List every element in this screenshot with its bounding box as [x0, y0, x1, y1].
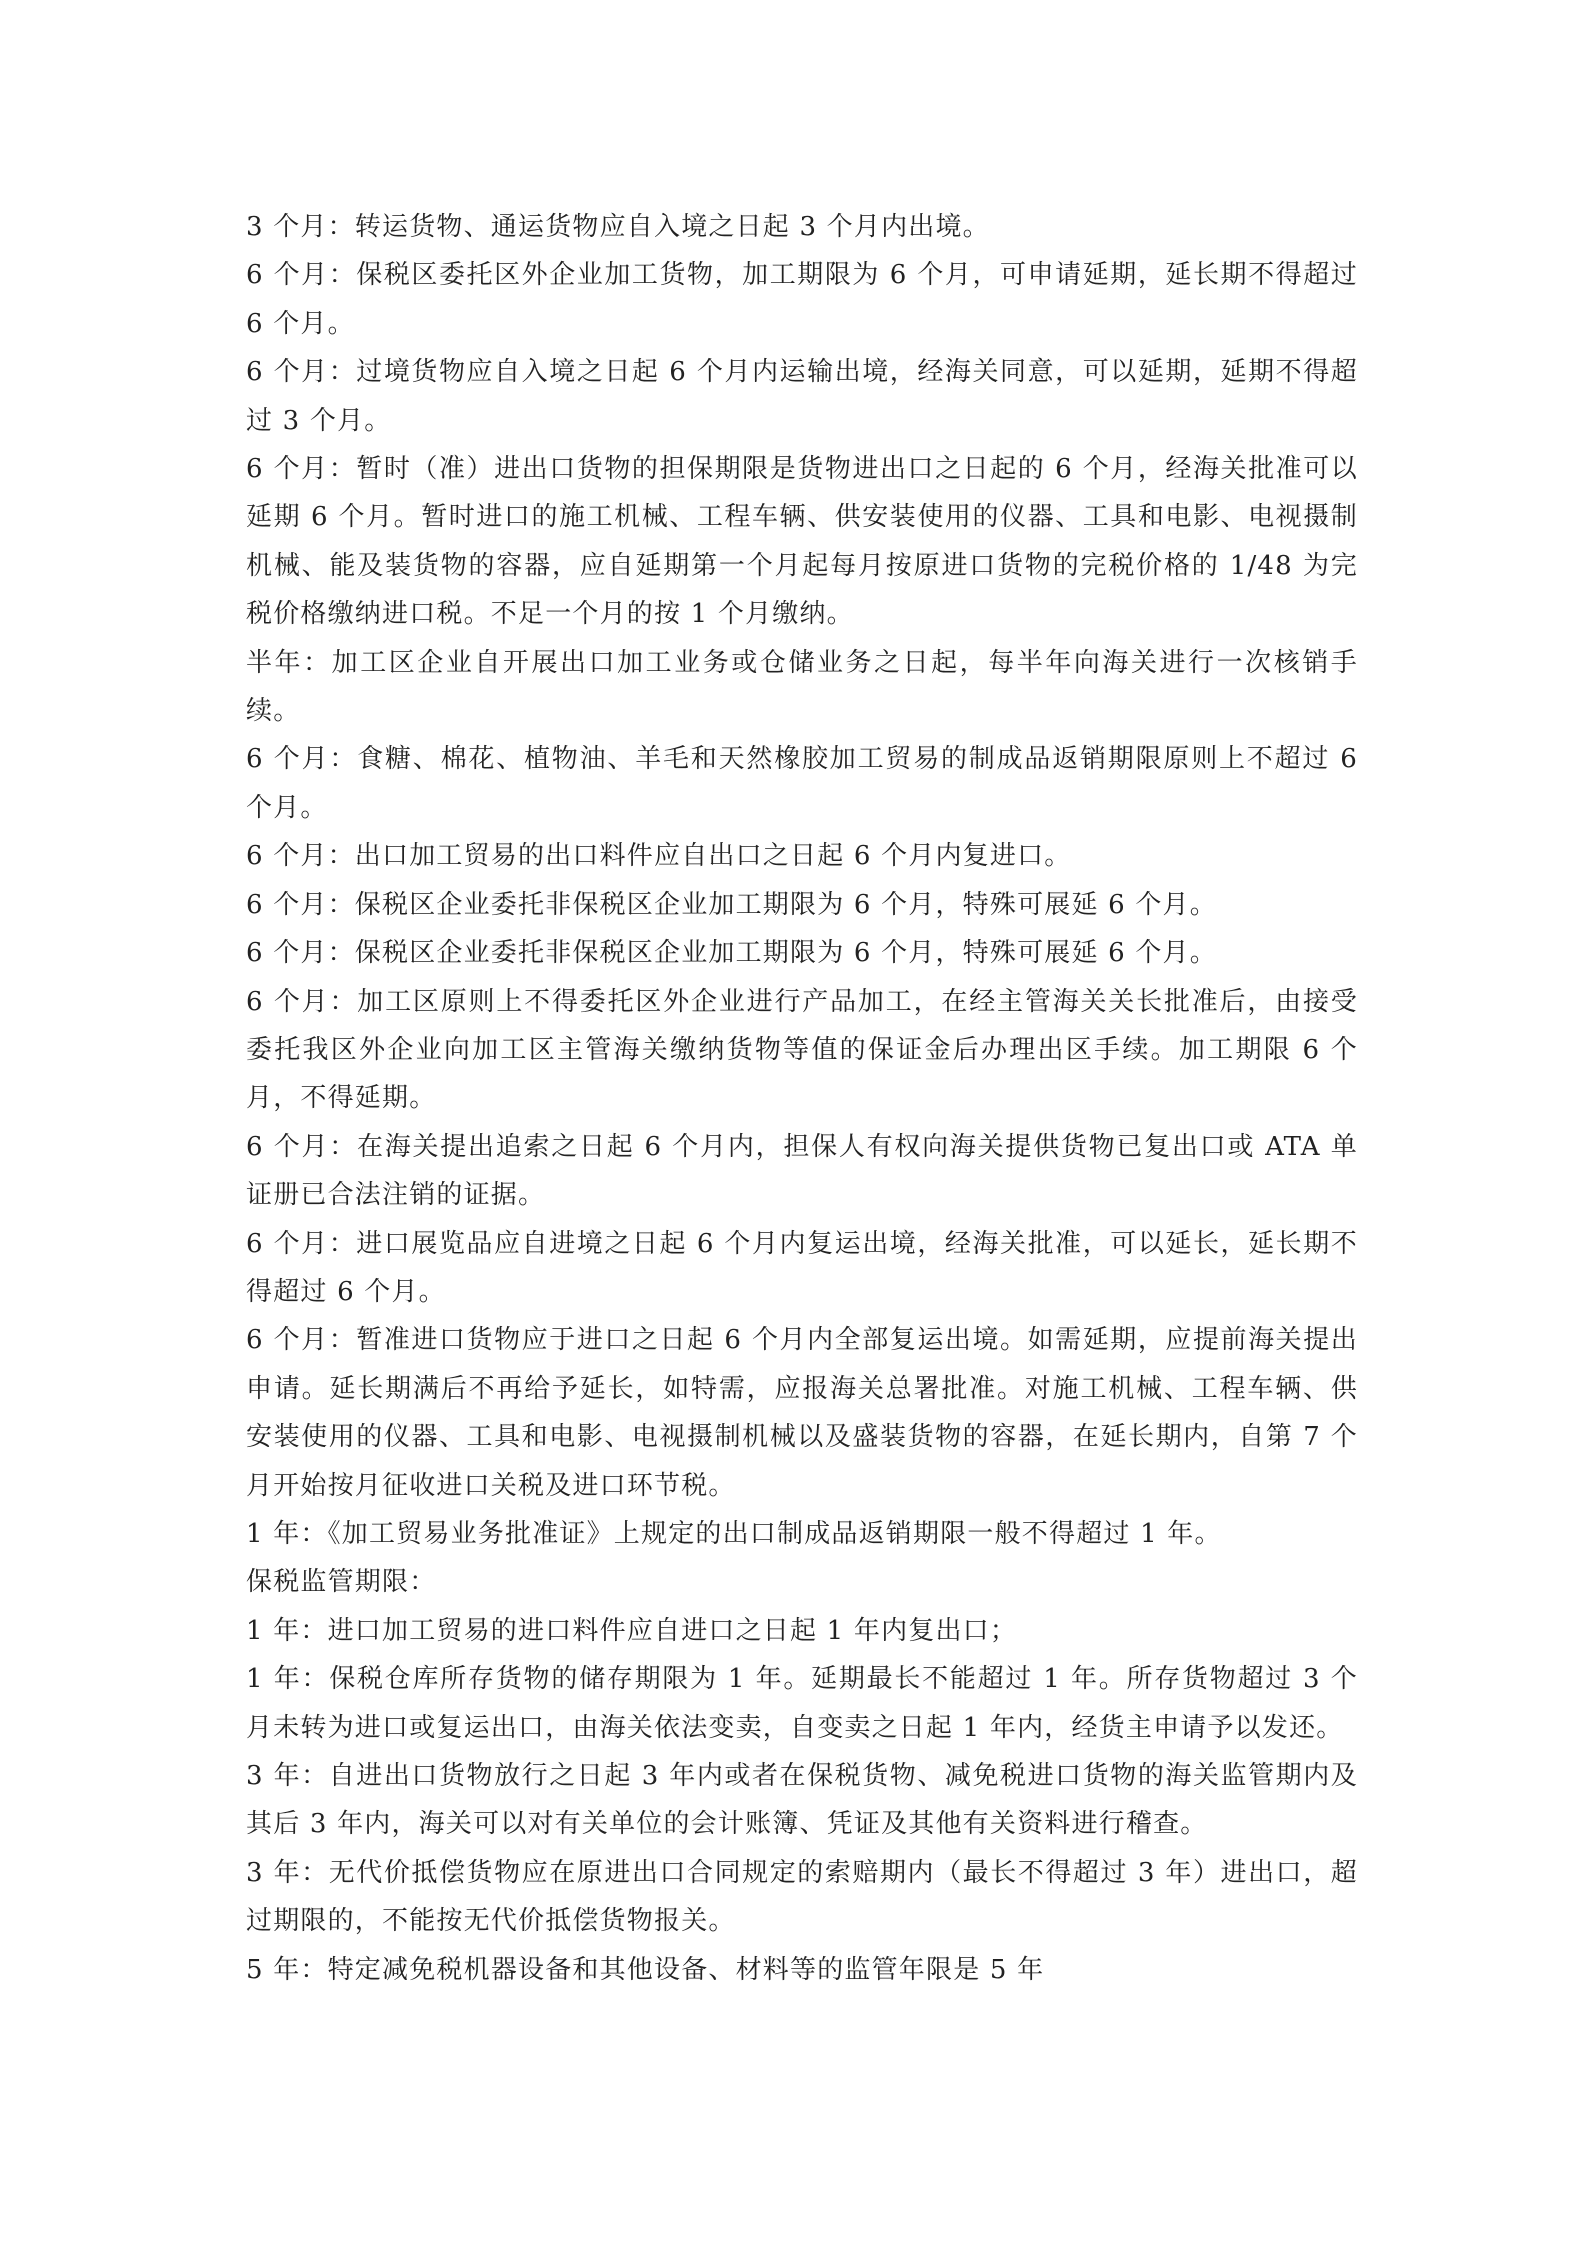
- paragraph: 1 年：保税仓库所存货物的储存期限为 1 年。延期最长不能超过 1 年。所存货物超过 3 个月未转为进口或复运出口，由海关依法变卖，自变卖之日起 1 年内，经货主申请予以发还。: [246, 1664, 1358, 1743]
- paragraph: 5 年：特定减免税机器设备和其他设备、材料等的监管年限是 5 年: [246, 1954, 1045, 1985]
- paragraph: 6 个月：出口加工贸易的出口料件应自出口之日起 6 个月内复进口。: [246, 841, 1072, 872]
- paragraph: 6 个月：保税区企业委托非保税区企业加工期限为 6 个月，特殊可展延 6 个月。: [246, 889, 1217, 920]
- paragraph: 1 年：进口加工贸易的进口料件应自进口之日起 1 年内复出口；: [246, 1615, 1018, 1646]
- paragraph: 6 个月：暂准进口货物应于进口之日起 6 个月内全部复运出境。如需延期，应提前海关提出申请。延长期满后不再给予延长，如特需，应报海关总署批准。对施工机械、工程车辆、供安装使用的仪器、工具和电影、电视摄制机械以及盛装货物的容器，在延长期内，自第 7 个月开始按月征收进口关税及进口环节税。: [246, 1325, 1358, 1501]
- paragraph: 6 个月：加工区原则上不得委托区外企业进行产品加工，在经主管海关关长批准后，由接受委托我区外企业向加工区主管海关缴纳货物等值的保证金后办理出区手续。加工期限 6 个月，不得延期。: [246, 986, 1358, 1114]
- paragraph: 半年：加工区企业自开展出口加工业务或仓储业务之日起，每半年向海关进行一次核销手续。: [246, 647, 1358, 727]
- paragraph: 6 个月：进口展览品应自进境之日起 6 个月内复运出境，经海关批准，可以延长，延长期不得超过 6 个月。: [246, 1228, 1358, 1307]
- paragraph: 3 年：自进出口货物放行之日起 3 年内或者在保税货物、减免税进口货物的海关监管期内及其后 3 年内，海关可以对有关单位的会计账簿、凭证及其他有关资料进行稽查。: [246, 1761, 1358, 1840]
- paragraph: 6 个月：过境货物应自入境之日起 6 个月内运输出境，经海关同意，可以延期，延期不得超过 3 个月。: [246, 357, 1358, 436]
- paragraph: 6 个月：食糖、棉花、植物油、羊毛和天然橡胶加工贸易的制成品返销期限原则上不超过 6 个月。: [246, 744, 1358, 823]
- paragraph: 3 年：无代价抵偿货物应在原进出口合同规定的索赔期内（最长不得超过 3 年）进出口，超过期限的，不能按无代价抵偿货物报关。: [246, 1857, 1358, 1937]
- paragraph: 6 个月：暂时（准）进出口货物的担保期限是货物进出口之日起的 6 个月，经海关批准可以延期 6 个月。暂时进口的施工机械、工程车辆、供安装使用的仪器、工具和电影、电视摄制机械、能及装货物的容器，应自延期第一个月起每月按原进口货物的完税价格的 1/48 为完税价格缴纳进口税。不足一个月的按 1 个月缴纳。: [246, 454, 1358, 630]
- paragraph: 6 个月：保税区委托区外企业加工货物，加工期限为 6 个月，可申请延期，延长期不得超过 6 个月。: [246, 260, 1358, 339]
- paragraph: 1 年：《加工贸易业务批准证》上规定的出口制成品返销期限一般不得超过 1 年。: [246, 1518, 1222, 1549]
- document-body: [246, 203, 1358, 1994]
- paragraph: 3 个月：转运货物、通运货物应自入境之日起 3 个月内出境。: [246, 212, 990, 242]
- paragraph: 6 个月：在海关提出追索之日起 6 个月内，担保人有权向海关提供货物已复出口或 ATA 单证册已合法注销的证据。: [246, 1131, 1358, 1211]
- paragraph: 6 个月：保税区企业委托非保税区企业加工期限为 6 个月，特殊可展延 6 个月。: [246, 938, 1217, 969]
- section-heading: 保税监管期限：: [246, 1567, 437, 1598]
